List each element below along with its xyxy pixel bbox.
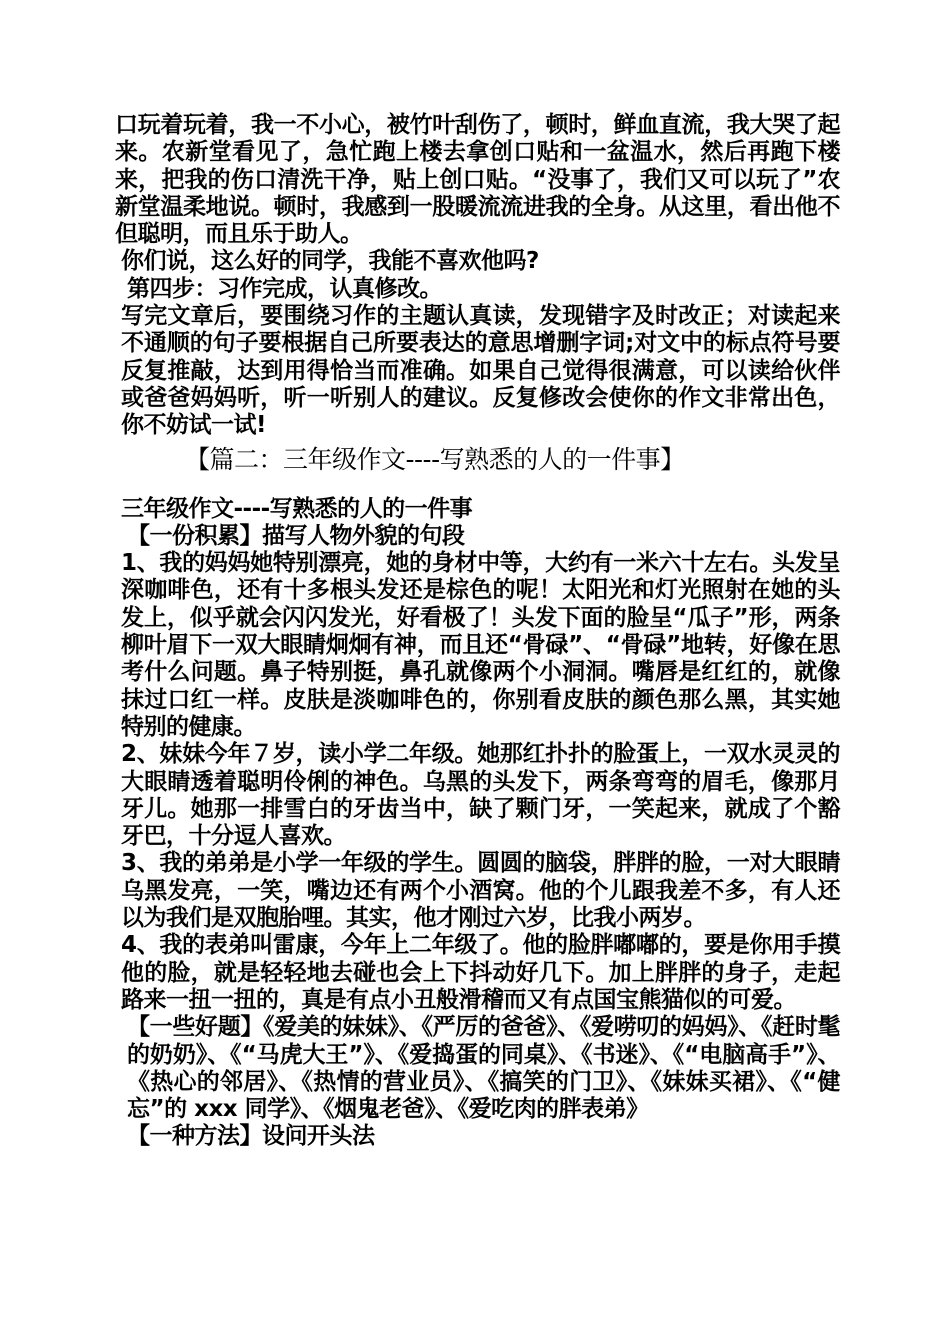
- paragraph-revision-advice: 写完文章后，要围绕习作的主题认真读，发现错字及时改正；对读起来不通顺的句子要根据自己所要表达的意思增删字词;对文中的标点符号要反复推敲，达到用得恰当而准确。如果自己觉得很满意，可以读给伙伴或爸爸妈妈听，听一听别人的建议。反复修改会使你的作文非常出色，你不妨试一试!: [121, 303, 840, 439]
- example-paragraph-3: 3、我的弟弟是小学一年级的学生。圆圆的脑袋，胖胖的脸，一对大眼睛乌黑发亮，一笑，嘴边还有两个小酒窝。他的个儿跟我差不多，有人还以为我们是双胞胎哩。其实，他才刚过六岁，比我小两岁。: [121, 850, 840, 932]
- example-paragraph-2: 2、妹妹今年７岁，读小学二年级。她那红扑扑的脸蛋上，一双水灵灵的大眼睛透着聪明伶俐的神色。乌黑的头发下，两条弯弯的眉毛，像那月牙儿。她那一排雪白的牙齿当中，缺了颗门牙，一笑起来，就成了个豁牙巴，十分逗人喜欢。: [121, 741, 840, 850]
- example-paragraph-4: 4、我的表弟叫雷康，今年上二年级了。他的脸胖嘟嘟的，要是你用手摸他的脸，就是轻轻地去碰也会上下抖动好几下。加上胖胖的身子，走起路来一扭一扭的，真是有点小丑般滑稽而又有点国宝熊猫似的可爱。: [121, 932, 840, 1013]
- example-paragraph-1: 1、我的妈妈她特别漂亮，她的身材中等，大约有一米六十左右。头发呈深咖啡色，还有十多根头发还是棕色的呢！太阳光和灯光照射在她的头发上，似乎就会闪闪发光，好看极了！头发下面的脸呈“瓜子”形，两条柳叶眉下一双大眼睛炯炯有神，而且还“骨碌”、“骨碌”地转，好像在思考什么问题。鼻子特别挺，鼻孔就像两个小洞洞。嘴唇是红红的，就像抹过口红一样。皮肤是淡咖啡色的，你别看皮肤的颜色那么黑，其实她特别的健康。: [121, 550, 840, 740]
- paragraph-question: 你们说，这么好的同学，我能不喜欢他吗?: [121, 248, 539, 275]
- document-body: [115, 112, 840, 1151]
- accumulation-heading: 【一份积累】描写人物外貌的句段: [127, 522, 465, 549]
- section-heading: 【篇二：三年级作文----写熟悉的人的一件事】: [185, 444, 685, 474]
- step-four-heading: 第四步：习作完成，认真修改。: [127, 275, 442, 302]
- method-heading: 【一种方法】设问开头法: [127, 1123, 375, 1150]
- essay-title: 三年级作文----写熟悉的人的一件事: [121, 495, 473, 522]
- paragraph-story-ending: 口玩着玩着，我一不小心，被竹叶刮伤了，顿时，鲜血直流，我大哭了起来。农新堂看见了，急忙跑上楼去拿创口贴和一盆温水，然后再跑下楼来，把我的伤口清洗干净，贴上创口贴。“没事了，我们又可以玩了”农新堂温柔地说。顿时，我感到一股暖流流进我的全身。从这里，看出他不但聪明，而且乐于助人。: [115, 112, 840, 248]
- good-titles-list: 【一些好题】《爱美的妹妹》、《严厉的爸爸》、《爱唠叨的妈妈》、《赶时髦的奶奶》、《“马虎大王”》、《爱捣蛋的同桌》、《书迷》、《“电脑高手”》、《热心的邻居》、《热情的营业员》、《搞笑的门卫》、《妹妹买裙》、《“健忘”的 xxx 同学》、《烟鬼老爸》、《爱吃肉的胖表弟》: [127, 1014, 840, 1123]
